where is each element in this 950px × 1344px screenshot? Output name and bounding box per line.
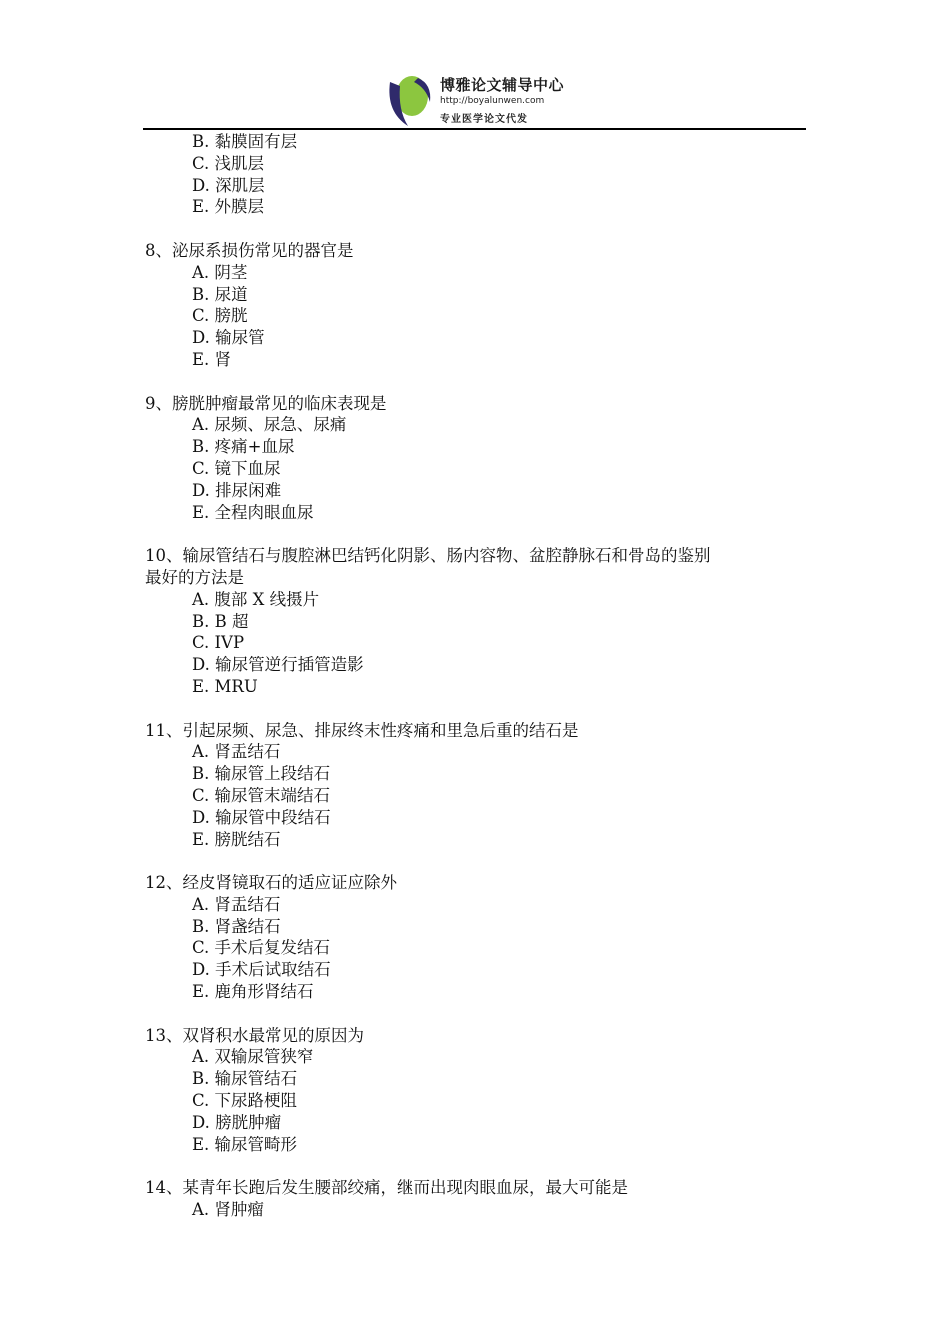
option-item: D. 输尿管 (192, 328, 265, 348)
leaf-logo-icon (384, 72, 440, 128)
brand-name: 博雅论文辅导中心 (440, 76, 565, 94)
option-item: A. 尿频、尿急、尿痛 (192, 415, 347, 435)
option-item: D. 手术后试取结石 (192, 960, 331, 980)
option-item: C. 输尿管末端结石 (192, 785, 331, 805)
option-item: A. 阴茎 (192, 262, 248, 282)
option-item: A. 肾盂结石 (192, 894, 281, 914)
option-item: A. 腹部 X 线摄片 (192, 589, 320, 609)
question-stem: 9、膀胱肿瘤最常见的临床表现是 (145, 393, 387, 413)
question-stem: 12、经皮肾镜取石的适应证应除外 (145, 873, 397, 893)
header-divider (143, 128, 806, 130)
option-item: B. B 超 (192, 611, 249, 631)
question-stem: 13、双肾积水最常见的原因为 (145, 1025, 364, 1045)
option-item: A. 肾肿瘤 (192, 1200, 264, 1220)
question-stem: 11、引起尿频、尿急、排尿终末性疼痛和里急后重的结石是 (145, 720, 579, 740)
option-item: E. 肾 (192, 349, 232, 369)
spacer (145, 523, 805, 545)
option-item: C. 下尿路梗阻 (192, 1091, 298, 1111)
option-item: E. 输尿管畸形 (192, 1134, 298, 1154)
option-item: D. 深肌层 (192, 175, 265, 195)
page-header (0, 0, 950, 132)
spacer (145, 1003, 805, 1025)
spacer (145, 698, 805, 720)
option-item: C. 镜下血尿 (192, 458, 281, 478)
spacer (145, 371, 805, 393)
option-item: C. 手术后复发结石 (192, 938, 331, 958)
option-item: B. 尿道 (192, 284, 248, 304)
question-stem: 10、输尿管结石与腹腔淋巴结钙化阴影、肠内容物、盆腔静脉石和骨岛的鉴别 (145, 546, 711, 566)
option-item: D. 输尿管逆行插管造影 (192, 655, 364, 675)
spacer (145, 218, 805, 240)
option-item: C. 膀胱 (192, 306, 248, 326)
option-item: B. 输尿管上段结石 (192, 764, 331, 784)
option-item: C. 浅肌层 (192, 153, 265, 173)
option-item: E. MRU (192, 676, 258, 696)
option-item: C. IVP (192, 633, 245, 653)
option-item: D. 膀胱肿瘤 (192, 1112, 282, 1132)
brand-slogan: 专业医学论文代发 (440, 114, 528, 125)
option-item: E. 全程肉眼血尿 (192, 502, 314, 522)
option-item: A. 肾盂结石 (192, 742, 281, 762)
option-item: E. 膀胱结石 (192, 829, 281, 849)
brand-url: http://boyalunwen.com (440, 96, 545, 106)
option-item: B. 疼痛+血尿 (192, 437, 295, 457)
question-stem: 8、泌尿系损伤常见的器官是 (145, 240, 354, 260)
brand-logo (384, 72, 574, 128)
option-item: D. 排尿闲难 (192, 480, 282, 500)
question-list (145, 131, 805, 1221)
spacer (145, 850, 805, 872)
question-stem: 14、某青年长跑后发生腰部绞痛，继而出现肉眼血尿，最大可能是 (145, 1178, 628, 1198)
question-stem: 最好的方法是 (145, 567, 244, 587)
option-item: B. 黏膜固有层 (192, 132, 298, 151)
option-item: E. 鹿角形肾结石 (192, 982, 314, 1002)
option-item: A. 双输尿管狭窄 (192, 1047, 314, 1067)
spacer (145, 1155, 805, 1177)
option-item: E. 外膜层 (192, 197, 265, 217)
option-item: D. 输尿管中段结石 (192, 807, 331, 827)
option-item: B. 肾盏结石 (192, 916, 281, 936)
option-item: B. 输尿管结石 (192, 1069, 298, 1089)
